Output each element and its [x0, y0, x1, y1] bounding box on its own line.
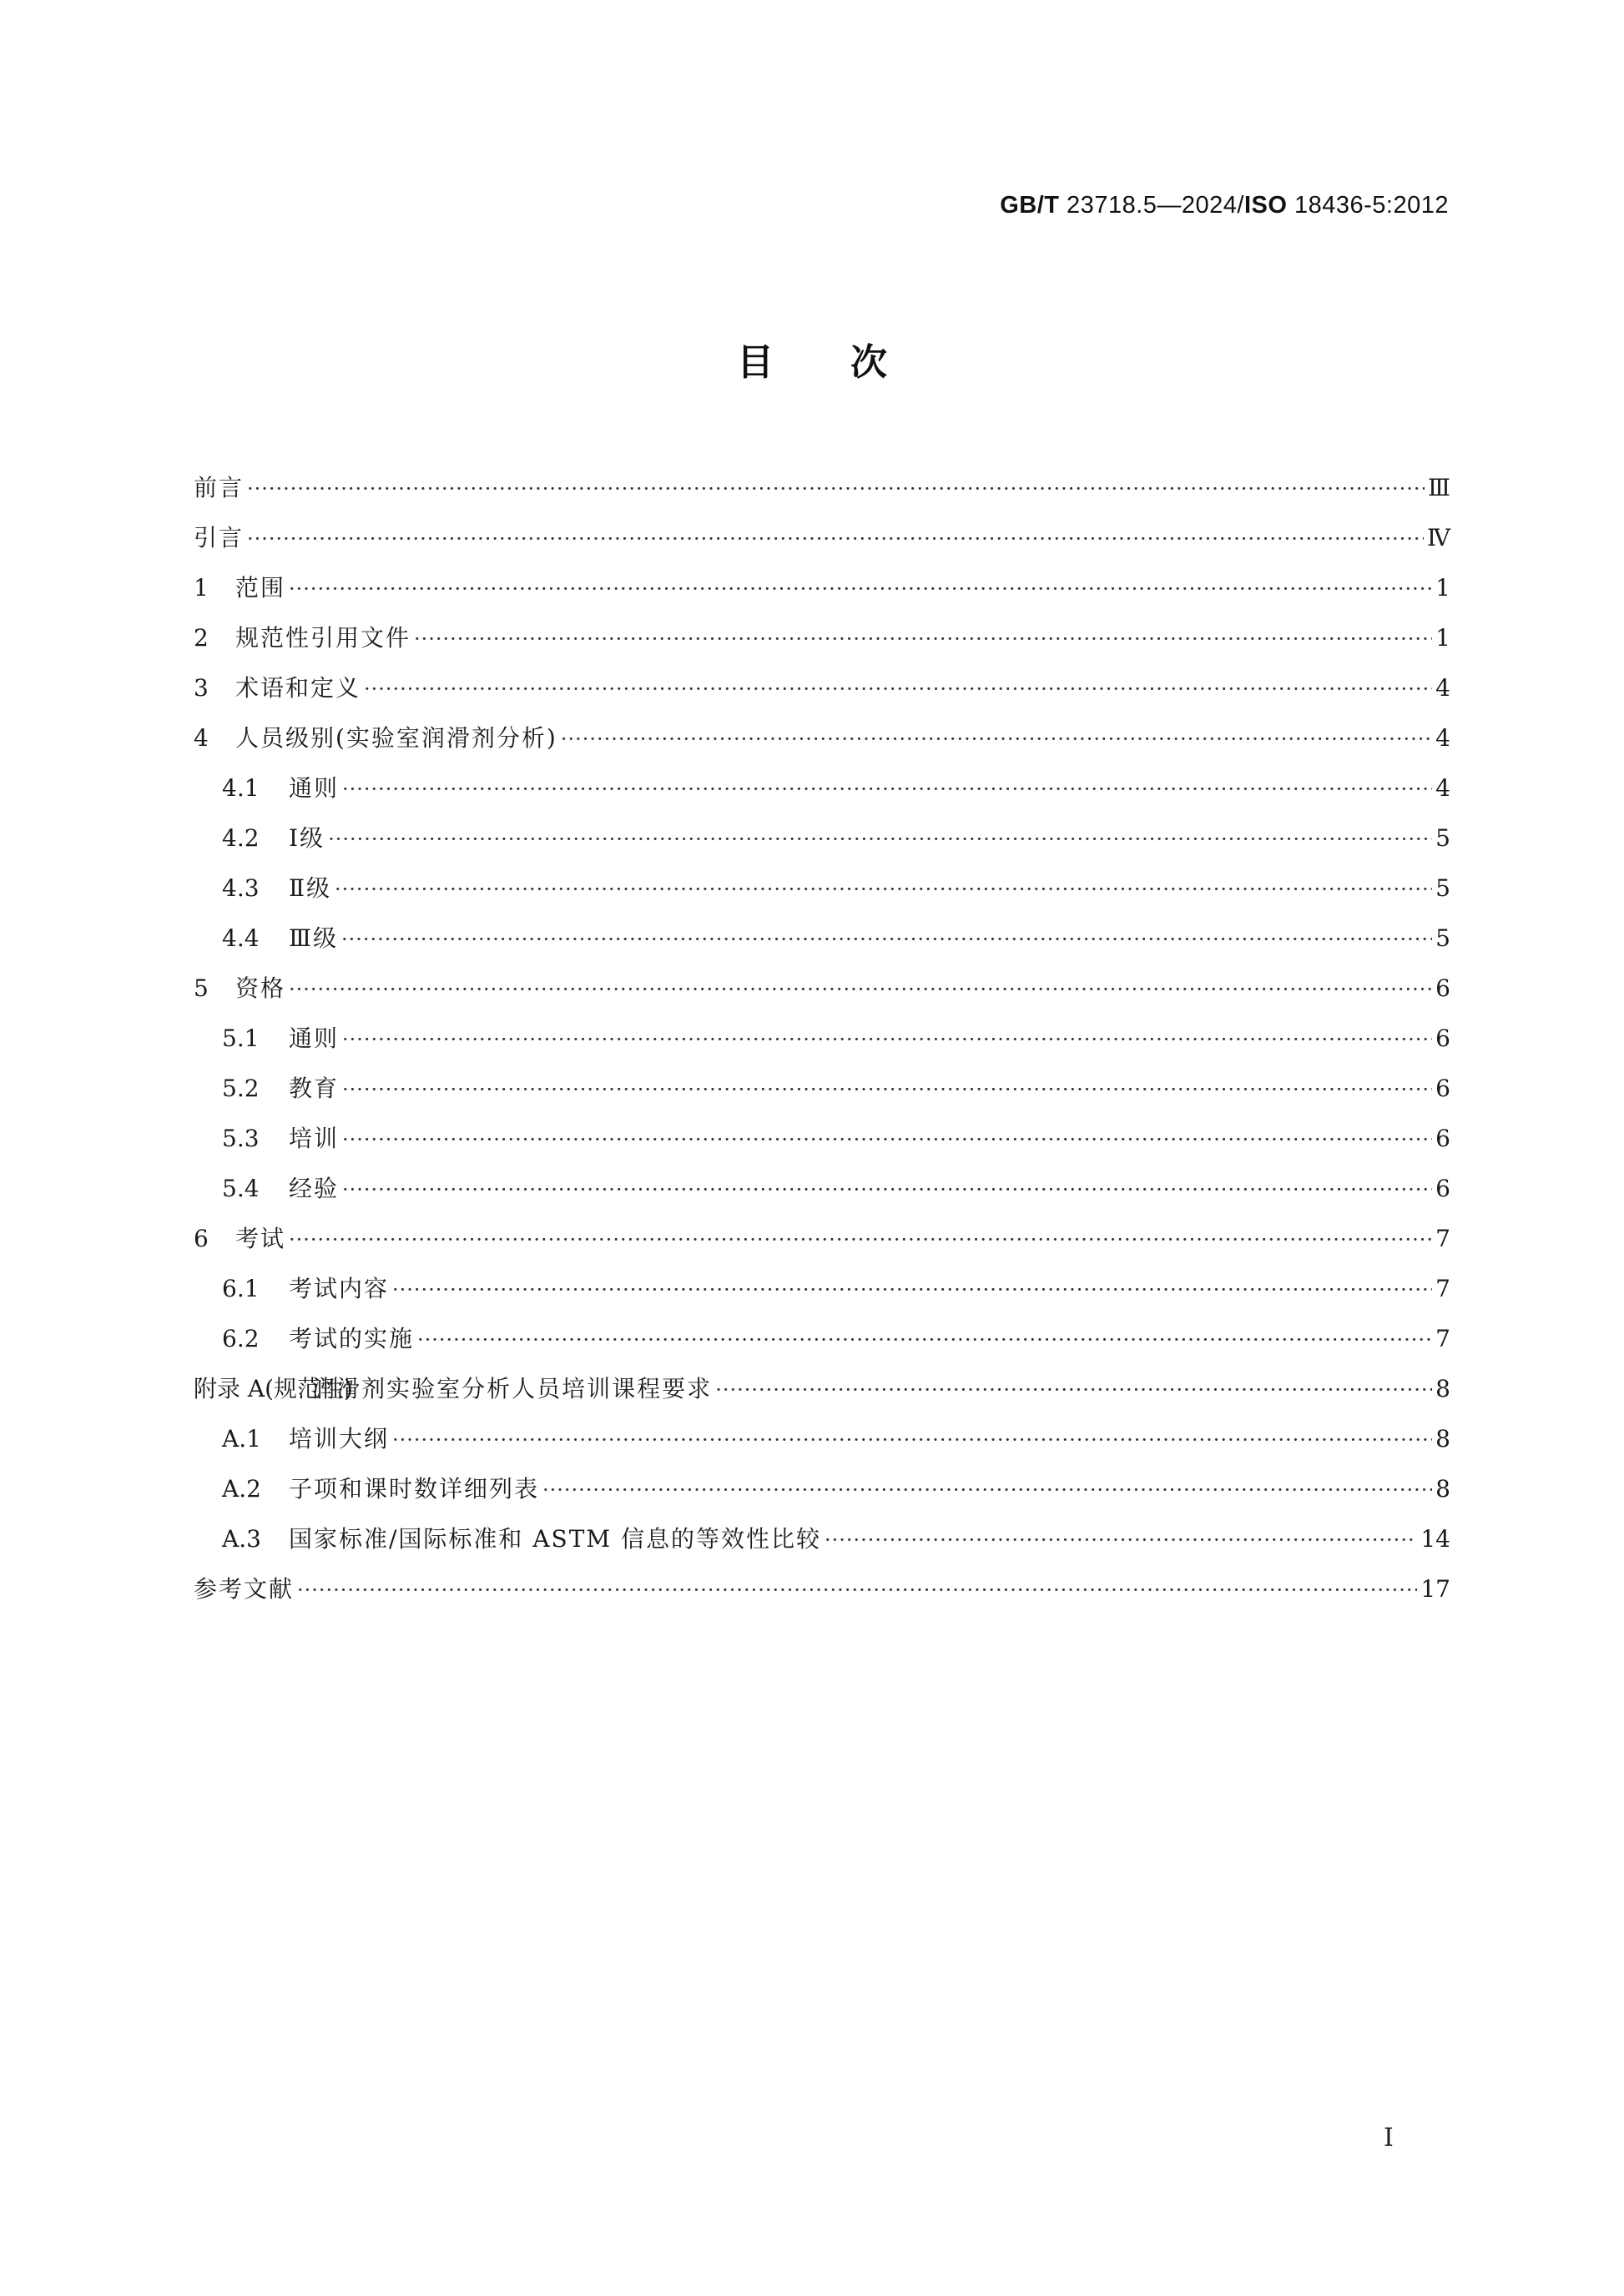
toc-entry-title: 考试 — [235, 1225, 286, 1252]
toc-entry-page: 8 — [1435, 1425, 1450, 1453]
toc-entry-title: 培训 — [289, 1125, 340, 1152]
toc-dot-leader — [341, 914, 1432, 964]
toc-entry-title: 资格 — [235, 974, 286, 1002]
toc-entry-page: 4 — [1435, 774, 1450, 802]
toc-entry-page: Ⅳ — [1427, 524, 1450, 551]
toc-entry-title: 参考文献 — [194, 1575, 295, 1603]
toc-entry[interactable] — [194, 463, 1450, 513]
toc-entry[interactable] — [194, 1214, 1450, 1264]
standard-prefix-iso: ISO — [1243, 192, 1288, 219]
toc-dot-leader — [417, 1314, 1432, 1365]
standard-number: 23718.5—2024/ — [1059, 192, 1244, 219]
toc-dot-leader — [289, 1214, 1432, 1265]
toc-entry-number: A.3 — [222, 1525, 261, 1553]
toc-entry-number: 5.2 — [222, 1075, 260, 1102]
toc-entry-number: 5.4 — [222, 1175, 260, 1202]
toc-entry-number: 2 — [194, 624, 209, 652]
toc-dot-leader — [561, 713, 1432, 764]
toc-entry[interactable] — [194, 1414, 1450, 1464]
toc-entry-page: 5 — [1435, 824, 1450, 852]
toc-entry-number: 4.1 — [222, 774, 260, 802]
toc-entry-page: 6 — [1435, 974, 1450, 1002]
iso-number: 18436-5:2012 — [1287, 192, 1449, 219]
toc-dot-leader — [342, 1064, 1432, 1115]
toc-entry[interactable] — [194, 663, 1450, 713]
toc-entry-page: 5 — [1435, 874, 1450, 902]
toc-entry[interactable] — [194, 1364, 1450, 1414]
toc-entry-title: 术语和定义 — [235, 674, 361, 702]
page-number: I — [1384, 2123, 1394, 2152]
toc-entry-page: 7 — [1435, 1325, 1450, 1352]
toc-dot-leader — [328, 813, 1432, 864]
toc-entry-number: 6.1 — [222, 1275, 260, 1302]
toc-entry-number: 4.3 — [222, 874, 260, 902]
toc-dot-leader — [414, 613, 1432, 664]
toc-entry[interactable] — [194, 713, 1450, 763]
toc-entry[interactable] — [194, 964, 1450, 1014]
toc-dot-leader — [247, 513, 1424, 564]
toc-entry-number: 4.2 — [222, 824, 260, 852]
toc-entry-number: 1 — [194, 574, 209, 602]
toc-entry-page: 4 — [1435, 674, 1450, 702]
toc-dot-leader — [289, 964, 1432, 1015]
toc-entry-page: 6 — [1435, 1175, 1450, 1202]
toc-dot-leader — [364, 663, 1432, 714]
toc-dot-leader — [392, 1414, 1432, 1465]
toc-dot-leader — [392, 1264, 1432, 1315]
toc-entry[interactable] — [194, 763, 1450, 813]
toc-entry[interactable] — [194, 864, 1450, 914]
toc-entry[interactable] — [194, 1514, 1450, 1564]
toc-entry[interactable] — [194, 1464, 1450, 1514]
toc-entry[interactable] — [194, 813, 1450, 864]
toc-entry-number: 附录 A(规范性) — [194, 1375, 353, 1402]
toc-entry-title: 考试的实施 — [289, 1325, 415, 1352]
toc-entry-title: 子项和课时数详细列表 — [289, 1475, 540, 1503]
toc-entry-page: 8 — [1435, 1375, 1450, 1402]
standard-code — [1000, 192, 1449, 219]
toc-dot-leader — [342, 1164, 1432, 1215]
toc-entry[interactable] — [194, 1314, 1450, 1364]
toc-dot-leader — [335, 864, 1432, 914]
toc-entry-title: 规范性引用文件 — [235, 624, 411, 652]
toc-entry[interactable] — [194, 1064, 1450, 1114]
toc-entry-page: 7 — [1435, 1275, 1450, 1302]
toc-entry-title: 通则 — [289, 1025, 340, 1052]
toc-dot-leader — [342, 763, 1432, 814]
toc-entry-title: 教育 — [289, 1075, 340, 1102]
toc-dot-leader — [825, 1514, 1417, 1565]
toc-dot-leader — [715, 1364, 1432, 1415]
toc-entry-title: 考试内容 — [289, 1275, 390, 1302]
toc-dot-leader — [297, 1564, 1417, 1615]
toc-dot-leader — [542, 1464, 1432, 1515]
toc-entry-page: 7 — [1435, 1225, 1450, 1252]
toc-entry-number: 5.1 — [222, 1025, 260, 1052]
toc-entry-title: 人员级别(实验室润滑剂分析) — [235, 724, 557, 752]
toc-entry-page: 5 — [1435, 924, 1450, 952]
toc-entry-number: 6 — [194, 1225, 209, 1252]
toc-entry-page: 1 — [1435, 574, 1450, 602]
standard-prefix-gbt: GB/T — [1000, 192, 1060, 219]
table-of-contents — [194, 463, 1450, 1614]
page-title: 目次 — [737, 341, 964, 384]
toc-entry-number: 4.4 — [222, 924, 260, 952]
toc-entry-title: Ⅱ级 — [289, 874, 332, 902]
toc-entry-title: Ⅲ级 — [289, 924, 339, 952]
toc-entry-page: 6 — [1435, 1125, 1450, 1152]
toc-entry-number: A.1 — [222, 1425, 261, 1453]
toc-dot-leader — [247, 463, 1425, 514]
toc-entry[interactable] — [194, 1114, 1450, 1164]
toc-entry-title: 范围 — [235, 574, 286, 602]
toc-entry-page: 8 — [1435, 1475, 1450, 1503]
toc-entry-title: 前言 — [194, 474, 245, 501]
toc-entry-page: 1 — [1435, 624, 1450, 652]
toc-entry-page: 14 — [1420, 1525, 1450, 1553]
toc-entry-number: A.2 — [222, 1475, 261, 1503]
toc-entry-page: 17 — [1420, 1575, 1450, 1603]
toc-dot-leader — [342, 1114, 1432, 1165]
toc-entry-title: 培训大纲 — [289, 1425, 390, 1453]
toc-entry[interactable] — [194, 563, 1450, 613]
toc-entry-title: 经验 — [289, 1175, 340, 1202]
toc-entry-title: 润滑剂实验室分析人员培训课程要求 — [311, 1375, 713, 1402]
toc-entry[interactable] — [194, 1264, 1450, 1314]
toc-entry[interactable] — [194, 1564, 1450, 1614]
toc-dot-leader — [289, 563, 1432, 614]
toc-entry-page: 4 — [1435, 724, 1450, 752]
toc-entry-number: 5 — [194, 974, 209, 1002]
toc-entry-title: Ⅰ级 — [289, 824, 325, 852]
toc-entry-number: 5.3 — [222, 1125, 260, 1152]
toc-entry-number: 4 — [194, 724, 209, 752]
toc-entry-page: 6 — [1435, 1025, 1450, 1052]
toc-entry-page: Ⅲ — [1427, 474, 1450, 501]
toc-entry[interactable] — [194, 1164, 1450, 1214]
toc-entry-page: 6 — [1435, 1075, 1450, 1102]
toc-entry-number: 3 — [194, 674, 209, 702]
toc-dot-leader — [342, 1014, 1432, 1065]
toc-entry-title: 引言 — [194, 524, 245, 551]
toc-entry[interactable] — [194, 1014, 1450, 1064]
toc-entry[interactable] — [194, 513, 1450, 563]
toc-entry-number: 6.2 — [222, 1325, 260, 1352]
toc-entry-title: 国家标准/国际标准和 ASTM 信息的等效性比较 — [289, 1525, 821, 1553]
toc-entry[interactable] — [194, 914, 1450, 964]
toc-entry[interactable] — [194, 613, 1450, 663]
toc-entry-title: 通则 — [289, 774, 340, 802]
